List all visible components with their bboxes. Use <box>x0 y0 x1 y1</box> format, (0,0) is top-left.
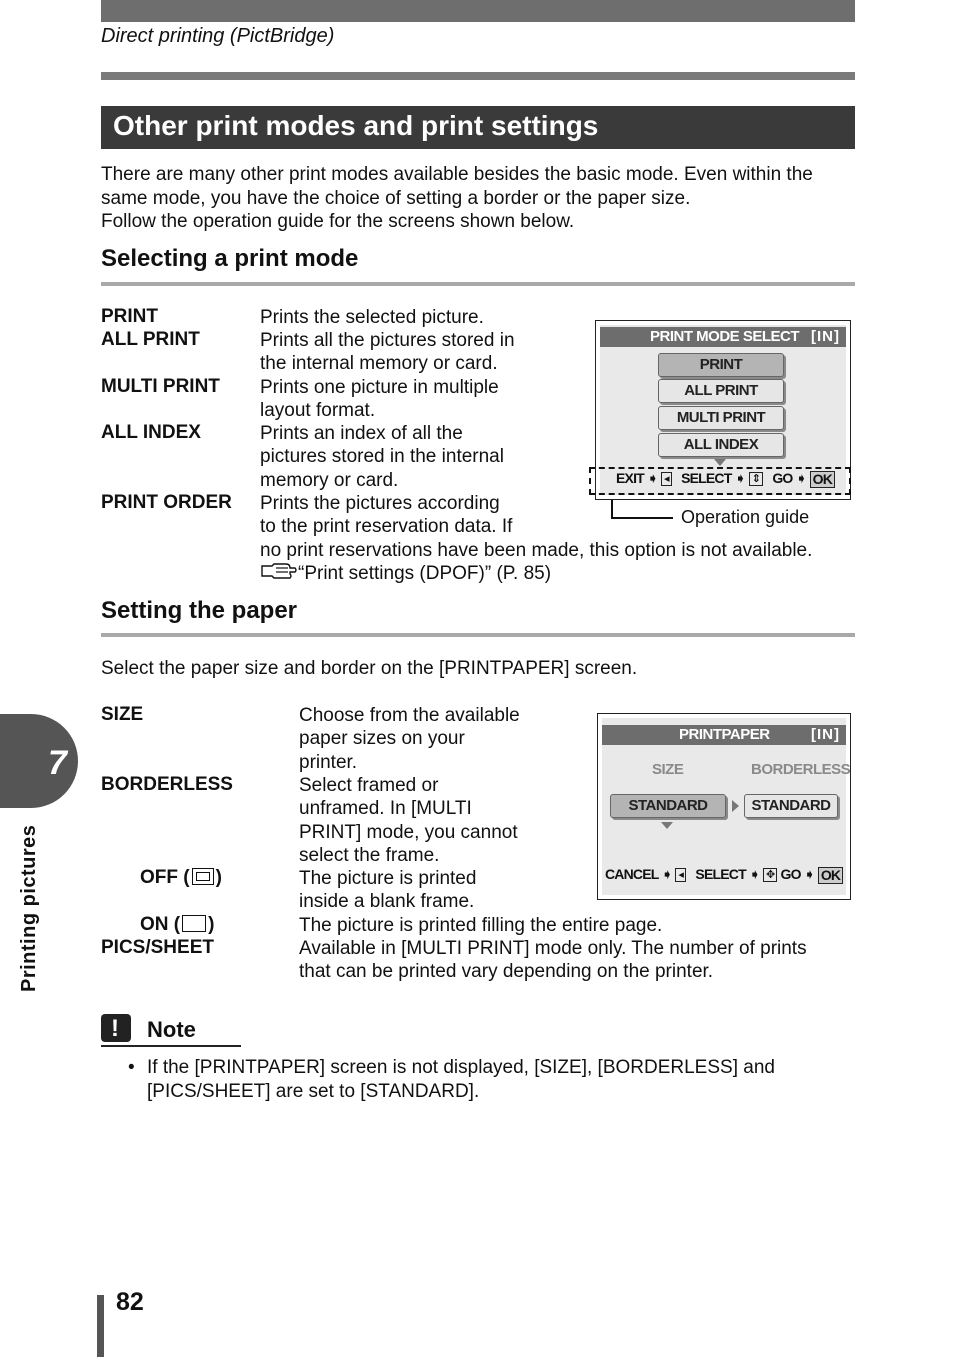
desc-on <box>299 914 662 937</box>
running-title: Direct printing (PictBridge) <box>101 25 335 47</box>
desc-line: no print reservations have been made, this option is not available. <box>260 539 813 561</box>
option-print[interactable]: PRINT <box>658 353 784 377</box>
screen-header-title: PRINTPAPER <box>679 726 770 743</box>
arrow-right-icon: ➧ <box>795 470 807 486</box>
note-bullet: • <box>128 1057 135 1078</box>
note-text <box>147 1056 775 1103</box>
memory-indicator: [IN] <box>811 328 840 345</box>
arrow-right-icon: ➧ <box>734 470 746 486</box>
desc-line: PRINT] mode, you cannot <box>299 821 518 843</box>
desc-line: printer. <box>299 751 358 773</box>
arrow-right-icon: ➧ <box>803 866 815 882</box>
desc-line: Prints an index of all the <box>260 423 463 444</box>
option-multi-print[interactable]: MULTI PRINT <box>658 406 784 430</box>
desc-all-index <box>260 422 504 492</box>
desc-line: select the frame. <box>299 844 440 866</box>
page-title: Other print modes and print settings <box>113 110 599 141</box>
paper-intro: Select the paper size and border on the [PRINTPAPER] screen. <box>101 658 638 679</box>
term-borderless: BORDERLESS <box>101 774 233 795</box>
callout-line-vertical <box>611 500 613 518</box>
term-off-close: ) <box>215 867 222 888</box>
desc-line: paper sizes on your <box>299 728 465 750</box>
desc-line: Prints the selected picture. <box>260 307 484 328</box>
operation-guide <box>616 470 835 488</box>
term-print: PRINT <box>101 306 158 327</box>
term-multi-print: MULTI PRINT <box>101 376 220 397</box>
desc-off <box>299 867 476 914</box>
guide-go-label: GO <box>780 866 801 882</box>
desc-line: layout format. <box>260 400 376 422</box>
desc-line: that can be printed vary depending on the printer. <box>299 961 714 983</box>
operation-guide-caption: Operation guide <box>681 507 810 527</box>
term-all-index: ALL INDEX <box>101 422 201 443</box>
term-off <box>140 867 222 889</box>
section-rule <box>101 633 855 637</box>
desc-pics-sheet <box>299 937 807 984</box>
term-on <box>140 914 214 936</box>
desc-size <box>299 704 520 774</box>
header-bar <box>101 0 855 22</box>
desc-multi-print <box>260 376 499 423</box>
desc-line: pictures stored in the internal <box>260 446 504 468</box>
arrow-right-icon: ➧ <box>748 866 760 882</box>
ok-button-icon: OK <box>818 867 843 884</box>
reference-line <box>260 562 812 588</box>
term-print-order: PRINT ORDER <box>101 492 232 513</box>
desc-line: memory or card. <box>260 469 399 491</box>
term-off-label: OFF ( <box>140 867 190 888</box>
chapter-number: 7 <box>48 744 67 782</box>
scroll-down-indicator-icon <box>714 459 726 466</box>
callout-line-horizontal <box>611 517 673 519</box>
borderless-column-label: BORDERLESS <box>751 761 851 778</box>
desc-all-print <box>260 329 515 376</box>
page-number: 82 <box>116 1288 144 1316</box>
scroll-down-indicator-icon <box>661 822 673 829</box>
guide-select-label: SELECT <box>681 470 732 486</box>
guide-select-label: SELECT <box>695 866 746 882</box>
up-down-key-icon: ⇕ <box>749 472 763 486</box>
term-pics-sheet: PICS/SHEET <box>101 937 214 958</box>
desc-line: The picture is printed filling the entire page. <box>299 915 663 936</box>
term-all-print: ALL PRINT <box>101 329 200 350</box>
operation-guide <box>605 866 843 884</box>
section-heading-paper: Setting the paper <box>101 597 298 624</box>
desc-line: to the print reservation data. If <box>260 516 513 538</box>
size-column-label: SIZE <box>652 761 684 778</box>
framed-icon <box>192 868 214 885</box>
page-title-bar <box>101 106 855 149</box>
screen-header-title: PRINT MODE SELECT <box>650 328 800 345</box>
option-all-index[interactable]: ALL INDEX <box>658 433 784 457</box>
guide-cancel-label: CANCEL <box>605 866 659 882</box>
note-line: If the [PRINTPAPER] screen is not displayed, [SIZE], [BORDERLESS] and <box>147 1057 775 1078</box>
arrow-right-indicator-icon <box>732 800 739 812</box>
screen-header <box>602 725 846 745</box>
intro-line: There are many other print modes available besides the basic mode. Even within the <box>101 164 813 185</box>
guide-go-label: GO <box>772 470 793 486</box>
left-key-icon: ◂ <box>675 868 686 882</box>
desc-print <box>260 306 484 329</box>
desc-line: Prints all the pictures stored in <box>260 330 515 351</box>
note-underline <box>101 1045 241 1047</box>
pointing-hand-icon <box>260 562 298 588</box>
page-number-bar <box>97 1295 104 1357</box>
desc-line: the internal memory or card. <box>260 353 498 375</box>
four-way-key-icon: ✥ <box>763 868 777 882</box>
section-rule <box>101 282 855 286</box>
screen-header <box>600 327 846 347</box>
arrow-right-icon: ➧ <box>647 470 658 486</box>
desc-borderless <box>299 774 518 867</box>
intro-line: same mode, you have the choice of setting a border or the paper size. <box>101 187 691 209</box>
borderless-value-button[interactable]: STANDARD <box>744 794 838 818</box>
ok-button-icon: OK <box>810 471 835 488</box>
guide-exit-label: EXIT <box>616 470 644 486</box>
note-warning-icon: ! <box>101 1014 131 1042</box>
unframed-icon <box>182 915 206 932</box>
term-size: SIZE <box>101 704 144 725</box>
left-key-icon: ◂ <box>661 472 672 486</box>
size-value-button[interactable]: STANDARD <box>610 794 726 818</box>
desc-line: Prints one picture in multiple <box>260 377 499 398</box>
term-on-label: ON ( <box>140 914 181 935</box>
desc-line: unframed. In [MULTI <box>299 798 472 820</box>
desc-line: Prints the pictures according <box>260 493 500 514</box>
note-label: Note <box>147 1017 196 1042</box>
intro-paragraph <box>101 163 813 234</box>
header-rule <box>101 72 855 80</box>
desc-line: The picture is printed <box>299 868 477 889</box>
desc-line: Choose from the available <box>299 705 520 726</box>
note-line: [PICS/SHEET] are set to [STANDARD]. <box>147 1080 480 1102</box>
term-on-close: ) <box>208 914 215 935</box>
chapter-label: Printing pictures <box>18 824 40 992</box>
desc-line: Available in [MULTI PRINT] mode only. The number of prints <box>299 938 807 959</box>
arrow-right-icon: ➧ <box>661 866 673 882</box>
memory-indicator: [IN] <box>811 726 840 743</box>
intro-line: Follow the operation guide for the screens shown below. <box>101 211 575 232</box>
section-heading-print-mode: Selecting a print mode <box>101 245 359 272</box>
printpaper-screen <box>597 713 851 900</box>
desc-line: Select framed or <box>299 775 439 796</box>
option-all-print[interactable]: ALL PRINT <box>658 379 784 403</box>
dpof-reference-link[interactable]: “Print settings (DPOF)” (P. 85) <box>298 562 552 584</box>
desc-line: inside a blank frame. <box>299 891 475 913</box>
